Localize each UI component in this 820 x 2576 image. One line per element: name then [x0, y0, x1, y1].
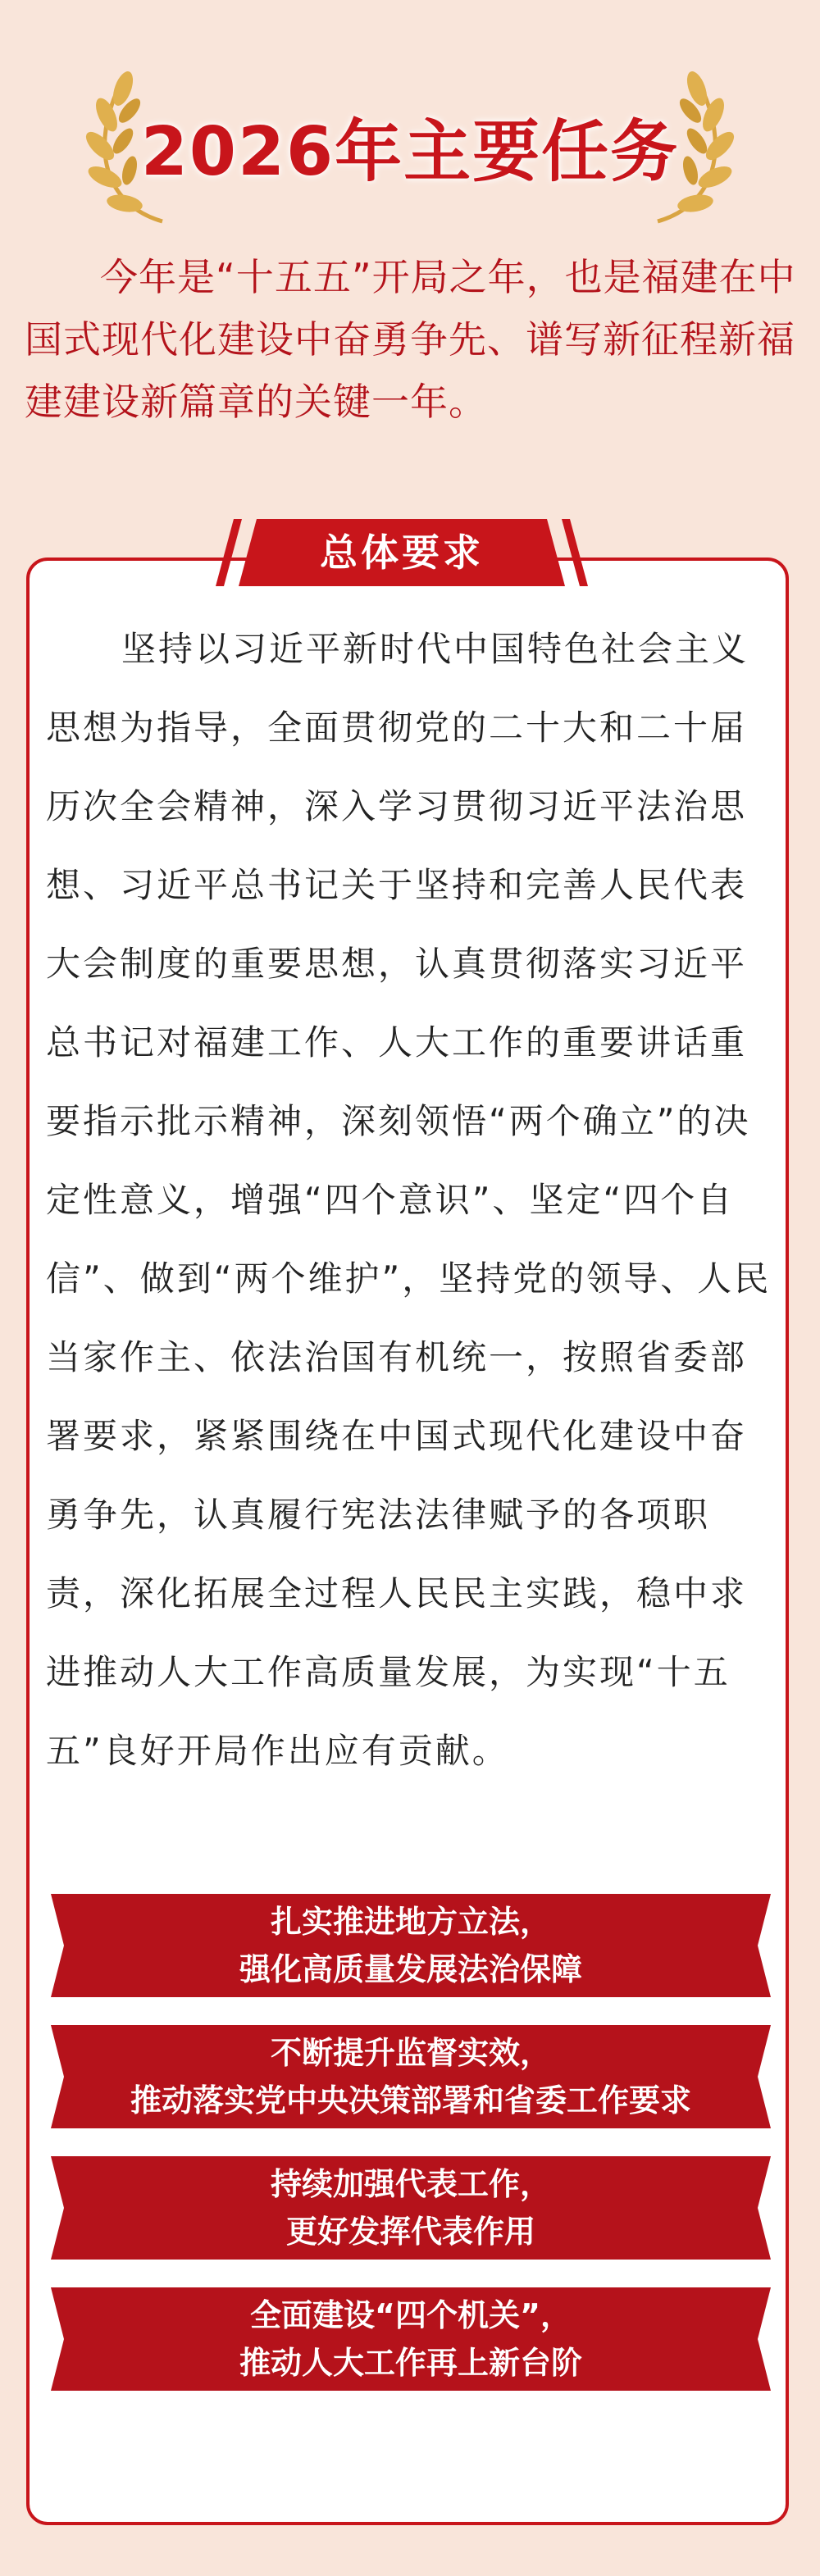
task-1-line-1: 扎实推进地方立法， [270, 1904, 551, 1940]
task-ribbon-2 [51, 2025, 771, 2128]
task-ribbon-3 [51, 2156, 771, 2260]
task-3-line-2: 更好发挥代表作用 [285, 2214, 535, 2250]
task-2-line-2: 推动落实党中央决策部署和省委工作要求 [130, 2082, 691, 2119]
laurel-right-icon [633, 66, 748, 230]
section-banner [209, 519, 594, 586]
title-area [0, 66, 820, 230]
task-4-line-2: 推动人大工作再上新台阶 [239, 2345, 582, 2381]
page-title: 2026年主要任务 [140, 113, 680, 191]
general-requirements-text: 坚持以习近平新时代中国特色社会主义思想为指导，全面贯彻党的二十大和二十届历次全会精神，深入学习贯彻习近平法治思想、习近平总书记关于坚持和完善人民代表大会制度的重要思想，认真贯彻落实习近平总书记对福建工作、人大工作的重要讲话重要指示批示精神，深刻领悟“两个确立”的决定性意义，增强“四个意识”、坚定“四个自信”、做到“两个维护”，坚持党的领导、人民当家作主、依法治国有机统一，按照省委部署要求，紧紧围绕在中国式现代化建设中奋勇争先，认真履行宪法法律赋予的各项职责，深化拓展全过程人民民主实践，稳中求进推动人大工作高质量发展，为实现“十五五”良好开局作出应有贡献。 [46, 629, 772, 1771]
task-2-line-1: 不断提升监督实效， [270, 2035, 551, 2071]
task-3-line-1: 持续加强代表工作， [270, 2166, 551, 2202]
intro-paragraph: 今年是“十五五”开局之年，也是福建在中国式现代化建设中奋勇争先、谱写新征程新福建建设新篇章的关键一年。 [25, 255, 796, 424]
task-1-line-2: 强化高质量发展法治保障 [239, 1951, 582, 1987]
section-title: 总体要求 [320, 530, 484, 575]
task-4-line-1: 全面建设“四个机关”， [250, 2297, 572, 2333]
task-ribbon-1 [51, 1894, 771, 1997]
task-ribbon-4 [51, 2287, 771, 2391]
